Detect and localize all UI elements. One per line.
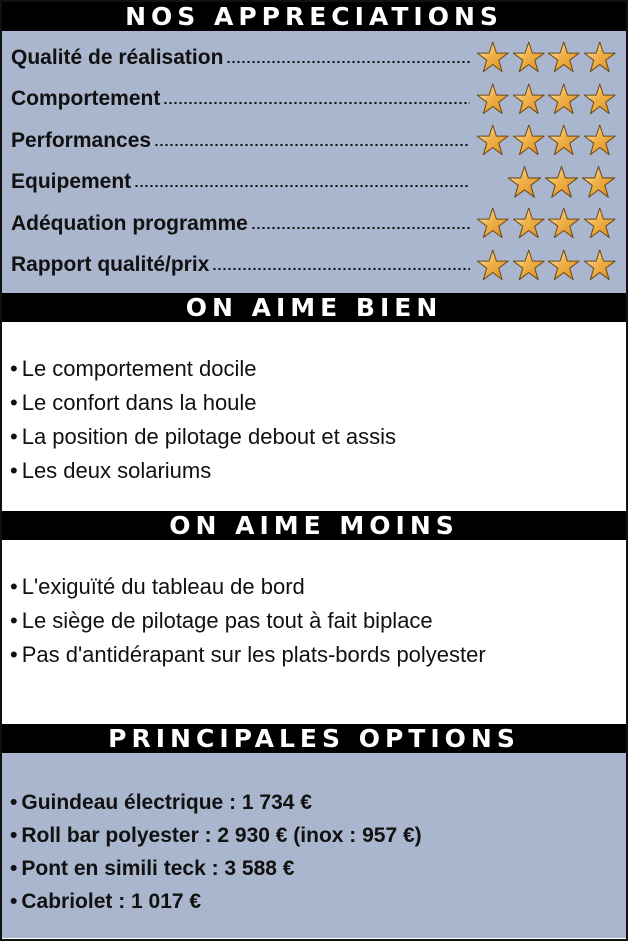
star-icon — [476, 123, 510, 158]
pros-list — [2, 322, 626, 511]
star-icon — [547, 82, 581, 117]
con-text: Pas d'antidérapant sur les plats-bords polyester — [21, 642, 486, 667]
list-item — [10, 885, 626, 918]
appreciations-header: NOS APPRECIATIONS — [2, 2, 626, 31]
star-icon — [476, 82, 510, 117]
bullet-icon: • — [10, 857, 18, 880]
star-icon — [583, 248, 617, 283]
con-text: L'exiguïté du tableau de bord — [21, 574, 305, 599]
star-icon — [547, 248, 581, 283]
star-icon — [544, 165, 579, 200]
bullet-icon: • — [10, 390, 18, 415]
star-icon — [512, 248, 546, 283]
rating-row — [2, 79, 626, 121]
option-text: Cabriolet : 1 017 € — [21, 890, 202, 913]
list-item — [10, 570, 626, 604]
option-text: Pont en simili teck : 3 588 € — [21, 857, 295, 880]
star-rating — [474, 165, 626, 200]
rating-row — [2, 203, 626, 245]
bullet-icon: • — [10, 608, 18, 633]
star-rating — [474, 40, 626, 75]
star-icon — [512, 40, 546, 75]
rating-label: Comportement — [11, 87, 161, 111]
list-item — [10, 604, 626, 638]
star-icon — [547, 206, 581, 241]
dot-leader — [163, 101, 470, 105]
star-icon — [547, 123, 581, 158]
star-icon — [512, 206, 546, 241]
star-icon — [547, 40, 581, 75]
pro-text: Les deux solariums — [21, 458, 212, 483]
star-icon — [476, 248, 510, 283]
star-icon — [583, 40, 617, 75]
rating-row — [2, 120, 626, 162]
star-rating — [474, 82, 626, 117]
options-list — [2, 753, 626, 938]
rating-row — [2, 162, 626, 204]
bullet-icon: • — [10, 356, 18, 381]
star-rating — [474, 248, 626, 283]
dot-leader — [226, 60, 470, 64]
option-text: Guindeau électrique : 1 734 € — [21, 791, 312, 814]
dot-leader — [251, 226, 470, 230]
star-rating — [474, 206, 626, 241]
dot-leader — [154, 143, 470, 147]
rating-label: Rapport qualité/prix — [11, 253, 210, 277]
bullet-icon: • — [10, 574, 18, 599]
bullet-icon: • — [10, 890, 18, 913]
con-text: Le siège de pilotage pas tout à fait biplace — [21, 608, 433, 633]
star-icon — [507, 165, 542, 200]
list-item — [10, 454, 626, 488]
list-item — [10, 786, 626, 819]
ratings-panel — [2, 31, 626, 293]
rating-label: Adéquation programme — [11, 211, 248, 235]
rating-label: Equipement — [11, 170, 132, 194]
list-item — [10, 420, 626, 454]
option-text: Roll bar polyester : 2 930 € (inox : 957 €) — [21, 824, 422, 847]
pro-text: La position de pilotage debout et assis — [21, 424, 396, 449]
star-icon — [581, 165, 616, 200]
star-icon — [476, 206, 510, 241]
list-item — [10, 352, 626, 386]
bullet-icon: • — [10, 791, 18, 814]
dot-leader — [212, 267, 470, 271]
bullet-icon: • — [10, 824, 18, 847]
list-item — [10, 638, 626, 672]
rating-row — [2, 37, 626, 79]
rating-label: Qualité de réalisation — [11, 45, 224, 69]
dot-leader — [134, 184, 470, 188]
bullet-icon: • — [10, 642, 18, 667]
cons-header: ON AIME MOINS — [2, 511, 626, 540]
list-item — [10, 386, 626, 420]
star-icon — [583, 82, 617, 117]
star-icon — [583, 206, 617, 241]
star-rating — [474, 123, 626, 158]
bullet-icon: • — [10, 424, 18, 449]
star-icon — [476, 40, 510, 75]
star-icon — [512, 123, 546, 158]
bullet-icon: • — [10, 458, 18, 483]
cons-list — [2, 540, 626, 724]
star-icon — [512, 82, 546, 117]
rating-row — [2, 245, 626, 287]
options-header: PRINCIPALES OPTIONS — [2, 724, 626, 753]
list-item — [10, 819, 626, 852]
pros-header: ON AIME BIEN — [2, 293, 626, 322]
rating-label: Performances — [11, 128, 152, 152]
pro-text: Le comportement docile — [21, 356, 257, 381]
star-icon — [583, 123, 617, 158]
pro-text: Le confort dans la houle — [21, 390, 257, 415]
list-item — [10, 852, 626, 885]
